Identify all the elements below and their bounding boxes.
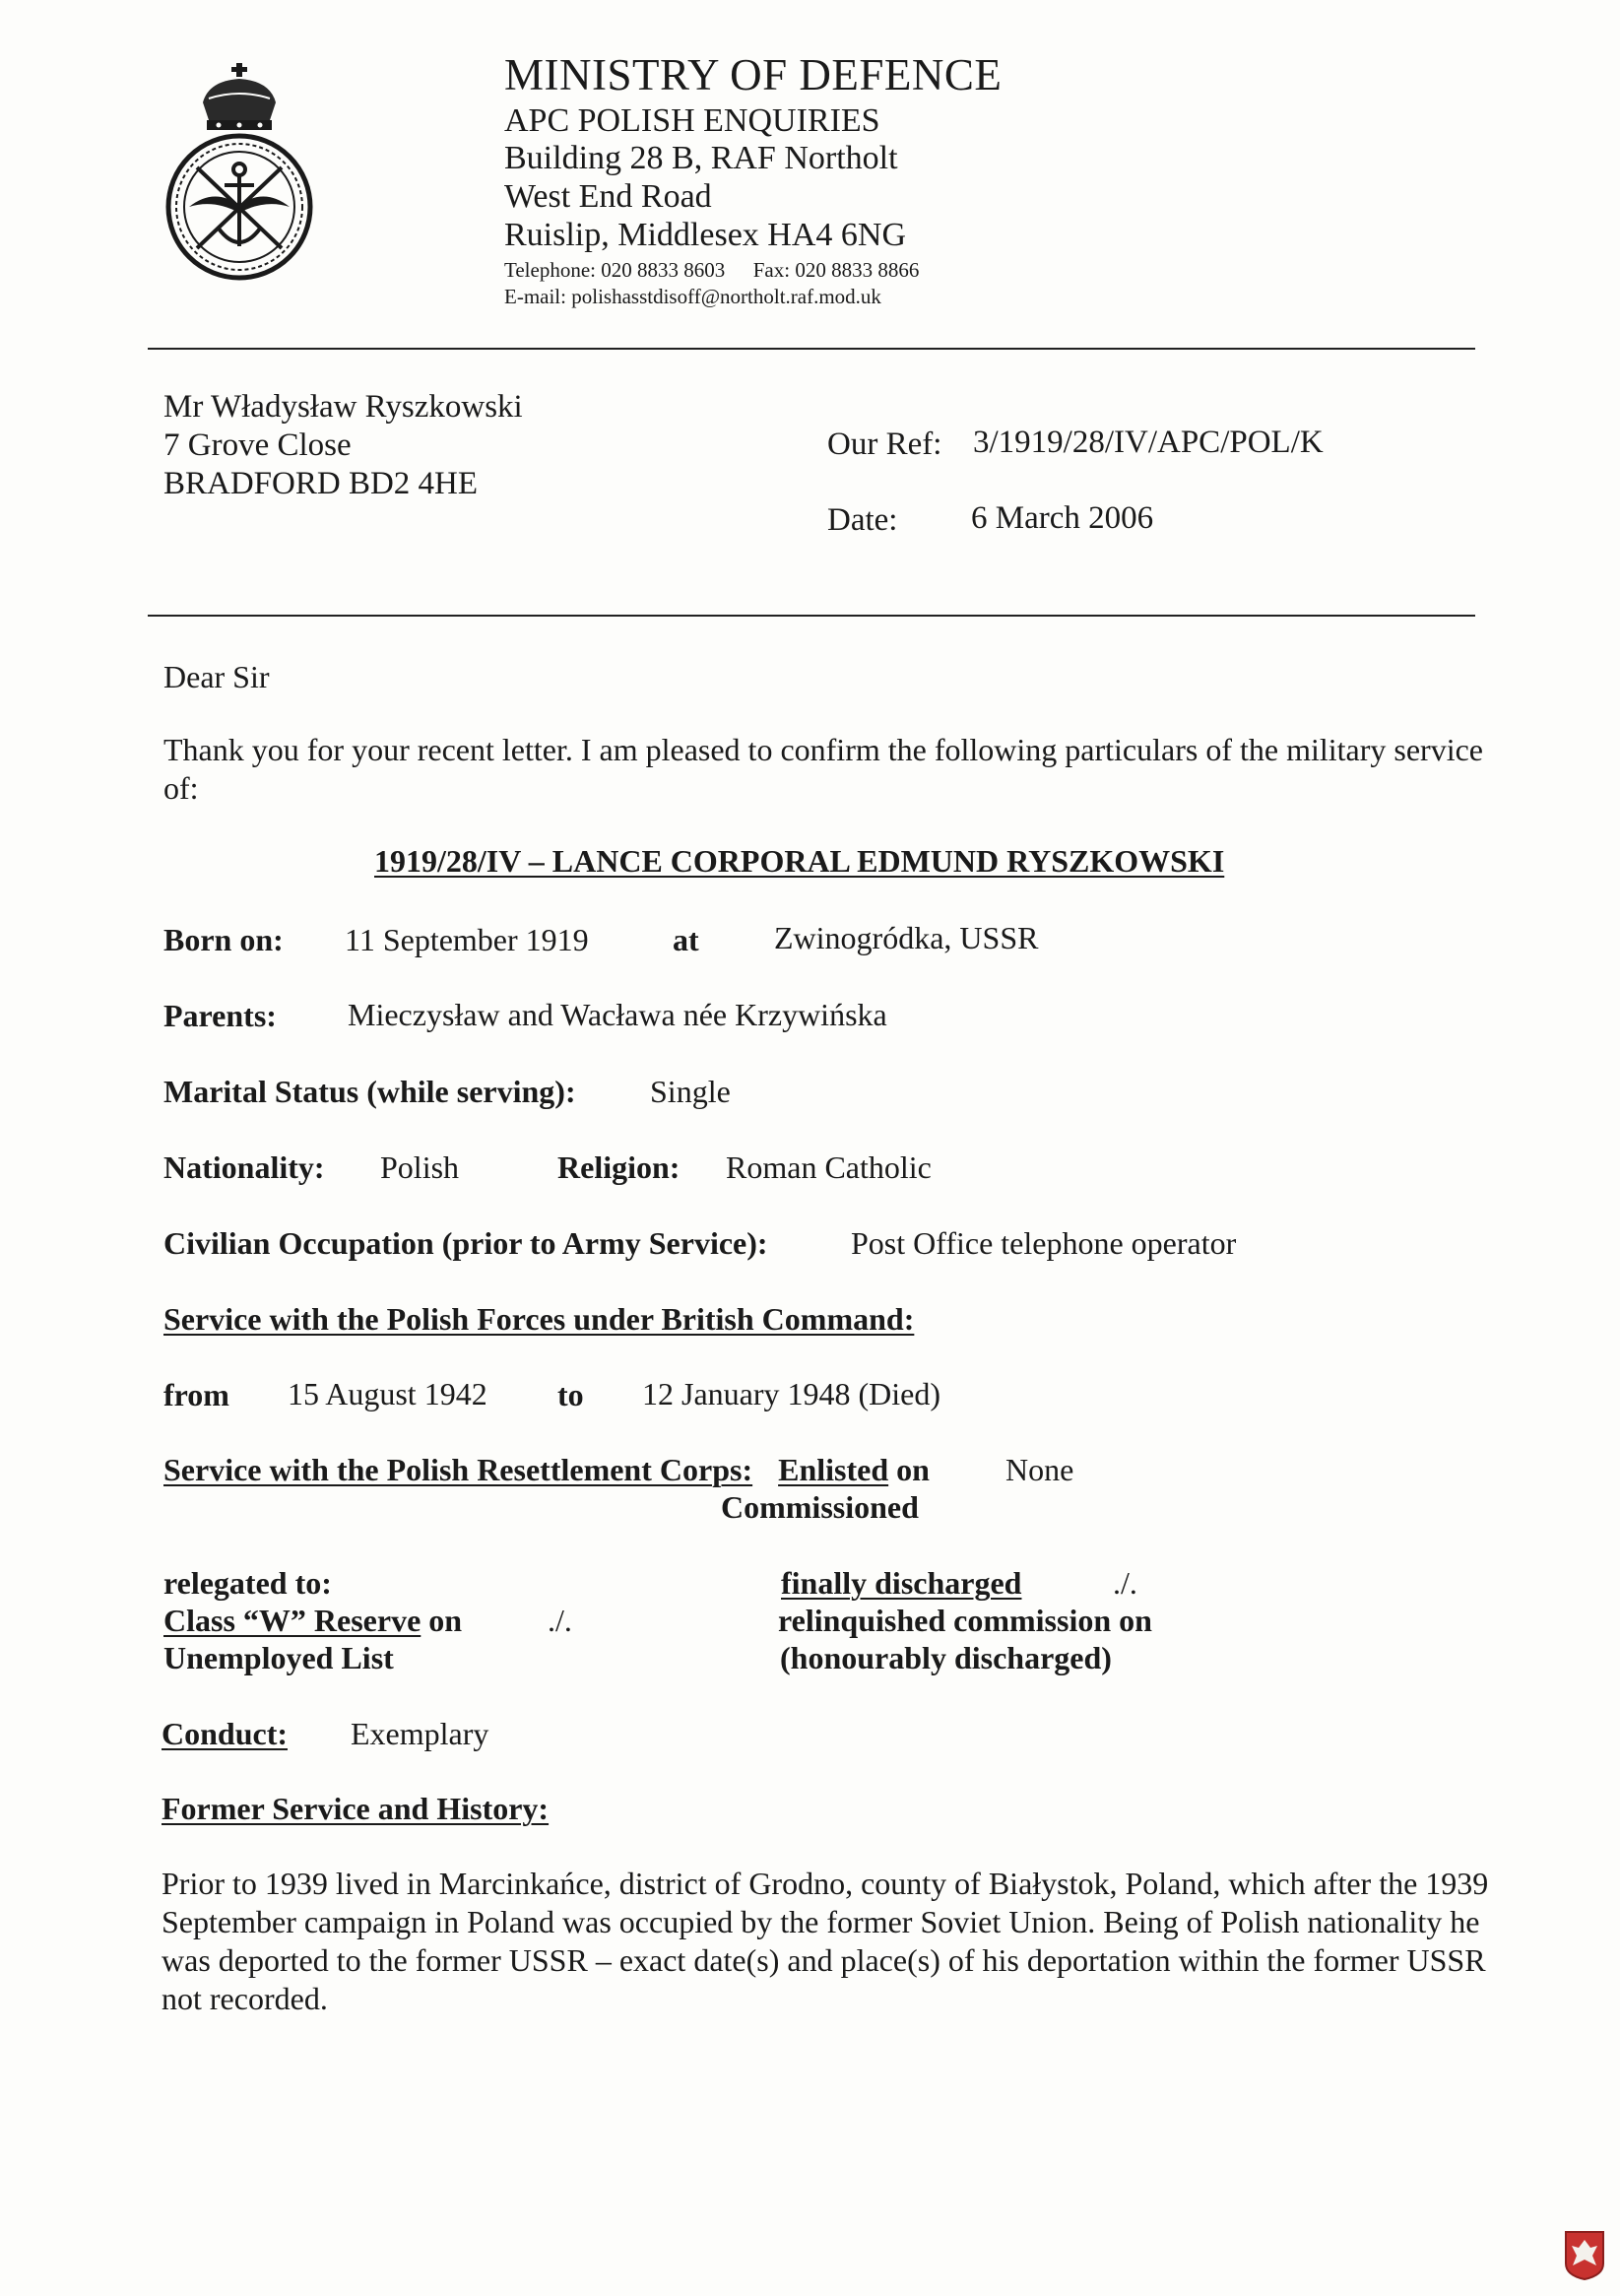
- contact-phone-fax: [504, 258, 919, 283]
- date-label: Date:: [827, 502, 898, 538]
- british-command-heading: Service with the Polish Forces under British Command:: [163, 1301, 915, 1337]
- header-divider: [148, 348, 1475, 350]
- service-to-label: to: [557, 1377, 584, 1412]
- prc-value: None: [1005, 1452, 1074, 1487]
- unemployed-list-label: Unemployed List: [163, 1640, 394, 1675]
- address-line-1: Building 28 B, RAF Northolt: [504, 140, 898, 176]
- occupation-label: Civilian Occupation (prior to Army Service):: [163, 1225, 768, 1261]
- born-date: 11 September 1919: [345, 922, 589, 957]
- nationality-label: Nationality:: [163, 1149, 325, 1185]
- email-label: E-mail:: [504, 285, 566, 308]
- fax-number: 020 8833 8866: [795, 258, 920, 282]
- crown-icon: [203, 63, 276, 130]
- telephone-label: Telephone:: [504, 258, 596, 282]
- born-label: Born on:: [163, 922, 284, 957]
- intro-paragraph: Thank you for your recent letter. I am pleased to confirm the following particulars of the military service of:: [163, 732, 1483, 806]
- parents-value: Mieczysław and Wacława née Krzywińska: [348, 997, 887, 1032]
- marital-status-value: Single: [650, 1074, 731, 1109]
- nationality-value: Polish: [380, 1149, 460, 1185]
- subject-line: 1919/28/IV – LANCE CORPORAL EDMUND RYSZKOWSKI: [374, 843, 1225, 879]
- prc-heading: Service with the Polish Resettlement Corps:: [163, 1452, 753, 1487]
- class-w-row: [163, 1603, 462, 1639]
- history-heading: Former Service and History:: [162, 1791, 550, 1826]
- salutation: Dear Sir: [163, 659, 270, 694]
- recipient-city: BRADFORD BD2 4HE: [163, 466, 479, 501]
- address-divider: [148, 615, 1475, 617]
- relegated-label: relegated to:: [163, 1565, 332, 1601]
- conduct-label: Conduct:: [162, 1716, 289, 1751]
- born-place: Zwinogródka, USSR: [774, 920, 1039, 955]
- ref-value: 3/1919/28/IV/APC/POL/K: [973, 425, 1324, 460]
- address-line-2: West End Road: [504, 178, 712, 215]
- religion-value: Roman Catholic: [726, 1149, 932, 1185]
- history-paragraph: Prior to 1939 lived in Marcinkańce, district of Grodno, county of Białystok, Poland, which after the 1939 September campaign in Poland was occupied by the former Soviet Union. Being of Polish nationality he was deported to the former USSR – exact date(s) and place(s) of his deportation within the former USSR not recorded.: [162, 1866, 1489, 2016]
- class-w-on-label: on: [428, 1603, 463, 1638]
- contact-email: [504, 285, 881, 309]
- recipient-name: Mr Władysław Ryszkowski: [163, 389, 523, 425]
- class-w-label: Class “W” Reserve: [163, 1603, 421, 1638]
- occupation-value: Post Office telephone operator: [851, 1225, 1237, 1261]
- date-value: 6 March 2006: [971, 500, 1154, 536]
- commissioned-label: Commissioned: [721, 1489, 919, 1525]
- email-address[interactable]: polishasstdisoff@northolt.raf.mod.uk: [571, 285, 881, 308]
- marital-status-label: Marital Status (while serving):: [163, 1074, 576, 1109]
- service-from-label: from: [163, 1377, 229, 1412]
- fax-label: Fax:: [752, 258, 791, 282]
- finally-discharged-value: ./.: [1113, 1565, 1137, 1601]
- telephone-number: 020 8833 8603: [601, 258, 726, 282]
- enlisted-label: Enlisted: [778, 1452, 889, 1487]
- class-w-value: ./.: [548, 1603, 572, 1638]
- prc-row: [163, 1452, 930, 1488]
- ministry-title: MINISTRY OF DEFENCE: [504, 50, 1003, 99]
- conduct-value: Exemplary: [351, 1716, 489, 1751]
- parents-label: Parents:: [163, 998, 277, 1033]
- ref-label: Our Ref:: [827, 426, 942, 462]
- relinquished-commission-label: relinquished commission on: [778, 1603, 1152, 1638]
- recipient-street: 7 Grove Close: [163, 427, 352, 463]
- born-at-label: at: [673, 922, 699, 957]
- religion-label: Religion:: [557, 1149, 680, 1185]
- honourably-discharged-label: (honourably discharged): [780, 1640, 1112, 1675]
- finally-discharged-label: finally discharged: [781, 1565, 1022, 1601]
- enlisted-on-label: on: [896, 1452, 930, 1487]
- service-from-date: 15 August 1942: [288, 1376, 487, 1411]
- eagle-stamp-icon: [1564, 2230, 1605, 2281]
- service-to-date: 12 January 1948 (Died): [642, 1376, 941, 1411]
- ministry-crest-logo: [160, 59, 319, 286]
- department-name: APC POLISH ENQUIRIES: [504, 102, 880, 139]
- address-line-3: Ruislip, Middlesex HA4 6NG: [504, 217, 906, 253]
